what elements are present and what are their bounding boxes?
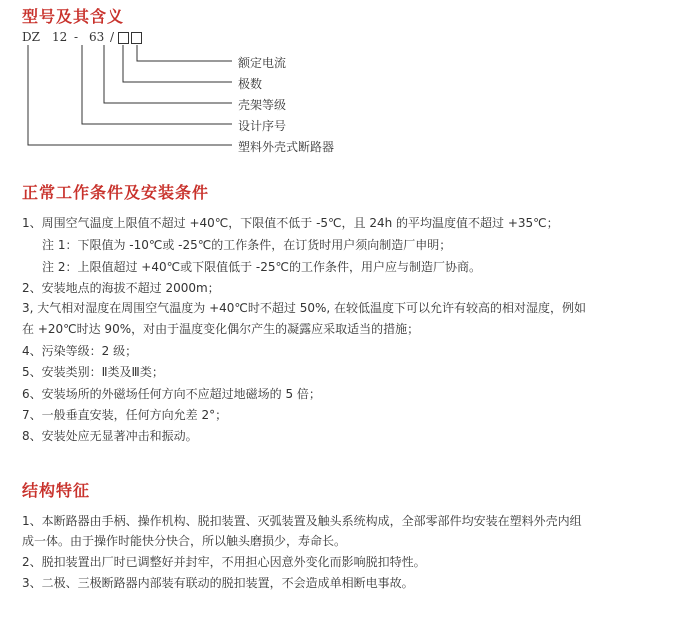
condition-line: 2、安装地点的海拔不超过 2000m；	[22, 281, 220, 295]
code-current: 63	[89, 30, 105, 44]
condition-line: 1、周围空气温度上限值不超过 +40℃，下限值不低于 -5℃，且 24h 的平均温度值不超过 +35℃；	[22, 216, 559, 230]
condition-line: 4、污染等级：2 级；	[22, 344, 138, 358]
meaning-design-no: 设计序号	[238, 119, 287, 133]
condition-line: 5、安装类别：Ⅱ类及Ⅲ类；	[22, 365, 164, 379]
condition-line: 8、安装处应无显著冲击和振动。	[22, 429, 198, 443]
structure-line: 2、脱扣装置出厂时已调整好并封牢，不用担心因意外变化而影响脱扣特性。	[22, 555, 426, 569]
structure-line: 成一体。由于操作时能快分快合，所以触头磨损少，寿命长。	[22, 534, 347, 548]
leader-line-mccb	[28, 45, 232, 145]
condition-line: 7、一般垂直安装，任何方向允差 2°；	[22, 408, 228, 422]
structure-line: 1、本断路器由手柄、操作机构、脱扣装置、灭弧装置及触头系统构成，全部零部件均安装在塑料外壳内组	[22, 514, 582, 528]
code-slash: /	[110, 30, 115, 44]
code-frame: 12	[52, 30, 68, 44]
meaning-frame-grade: 壳架等级	[238, 98, 287, 112]
meaning-mccb: 塑料外壳式断路器	[238, 140, 335, 154]
structure-line: 3、二极、三极断路器内部装有联动的脱扣装置，不会造成单相断电事故。	[22, 576, 414, 590]
meaning-poles: 极数	[238, 77, 263, 91]
section-title-model: 型号及其含义	[22, 7, 125, 26]
section-title-conditions: 正常工作条件及安装条件	[22, 183, 210, 202]
leader-line-rated-current	[137, 45, 232, 61]
code-leader-lines	[0, 0, 693, 160]
meaning-rated-current: 额定电流	[238, 56, 287, 70]
condition-line: 在 +20℃时达 90%，对由于温度变化偶尔产生的凝露应采取适当的措施；	[22, 322, 420, 336]
code-dash: -	[74, 30, 79, 44]
condition-note: 注 1：下限值为 -10℃或 -25℃的工作条件，在订货时用户须向制造厂申明；	[42, 238, 452, 252]
section-title-structure: 结构特征	[22, 481, 91, 500]
leader-line-poles	[123, 45, 232, 82]
condition-line: 3, 大气相对湿度在周围空气温度为 +40℃时不超过 50%, 在较低温度下可以允许有较高的相对湿度，例如	[22, 301, 586, 315]
condition-line: 6、安装场所的外磁场任何方向不应超过地磁场的 5 倍；	[22, 387, 321, 401]
code-prefix: DZ	[22, 30, 40, 44]
condition-note: 注 2：上限值超过 +40℃或下限值低于 -25℃的工作条件，用户应与制造厂协商。	[42, 260, 481, 274]
